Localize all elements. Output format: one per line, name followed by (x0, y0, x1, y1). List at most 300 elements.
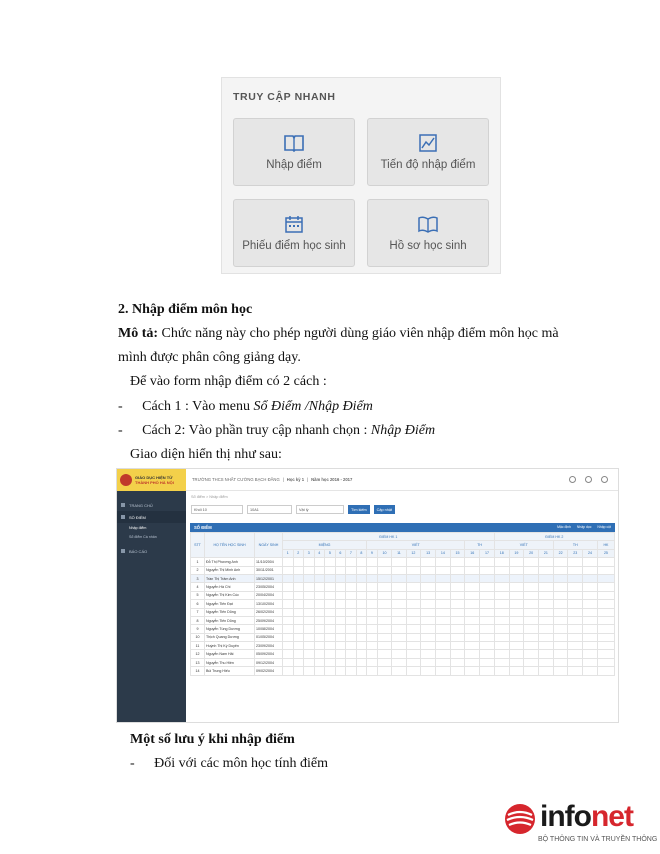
search-button[interactable]: Tìm kiếm (348, 505, 370, 514)
score-cell[interactable] (480, 574, 495, 582)
score-cell[interactable] (465, 558, 480, 566)
score-cell[interactable] (392, 591, 406, 599)
score-cell[interactable] (377, 667, 392, 675)
score-cell[interactable] (553, 600, 568, 608)
score-cell[interactable] (367, 608, 378, 616)
score-cell[interactable] (465, 650, 480, 658)
score-cell[interactable] (450, 566, 465, 574)
score-cell[interactable] (509, 608, 524, 616)
score-cell[interactable] (314, 616, 325, 624)
score-cell[interactable] (480, 650, 495, 658)
score-cell[interactable] (494, 591, 509, 599)
score-cell[interactable] (293, 616, 304, 624)
score-cell[interactable] (435, 625, 450, 633)
score-cell[interactable] (406, 633, 421, 641)
class-select[interactable]: 10A1 (247, 505, 292, 514)
score-cell[interactable] (568, 583, 583, 591)
score-cell[interactable] (450, 650, 465, 658)
score-cell[interactable] (539, 616, 554, 624)
score-cell[interactable] (293, 574, 304, 582)
update-button[interactable]: Cập nhật (374, 505, 395, 514)
score-cell[interactable] (377, 583, 392, 591)
score-cell[interactable] (421, 667, 436, 675)
score-cell[interactable] (356, 583, 367, 591)
score-cell[interactable] (583, 574, 598, 582)
score-cell[interactable] (480, 642, 495, 650)
score-cell[interactable] (377, 608, 392, 616)
score-cell[interactable] (314, 583, 325, 591)
score-cell[interactable] (509, 591, 524, 599)
score-cell[interactable] (293, 608, 304, 616)
score-cell[interactable] (325, 667, 336, 675)
score-cell[interactable] (325, 616, 336, 624)
score-cell[interactable] (524, 658, 539, 666)
score-cell[interactable] (524, 600, 539, 608)
score-cell[interactable] (597, 583, 614, 591)
score-cell[interactable] (597, 650, 614, 658)
score-cell[interactable] (356, 625, 367, 633)
score-cell[interactable] (465, 591, 480, 599)
score-cell[interactable] (480, 600, 495, 608)
score-cell[interactable] (553, 583, 568, 591)
school-year[interactable]: Năm học 2016 - 2017 (311, 477, 353, 482)
score-cell[interactable] (421, 642, 436, 650)
score-cell[interactable] (325, 658, 336, 666)
score-cell[interactable] (524, 608, 539, 616)
score-cell[interactable] (597, 625, 614, 633)
score-cell[interactable] (465, 566, 480, 574)
score-cell[interactable] (392, 642, 406, 650)
score-cell[interactable] (377, 600, 392, 608)
score-cell[interactable] (325, 642, 336, 650)
score-cell[interactable] (524, 574, 539, 582)
score-cell[interactable] (568, 608, 583, 616)
score-cell[interactable] (346, 650, 357, 658)
score-cell[interactable] (597, 608, 614, 616)
score-cell[interactable] (335, 633, 346, 641)
score-cell[interactable] (367, 583, 378, 591)
score-cell[interactable] (480, 558, 495, 566)
score-cell[interactable] (435, 650, 450, 658)
score-cell[interactable] (553, 566, 568, 574)
score-cell[interactable] (406, 583, 421, 591)
score-cell[interactable] (325, 600, 336, 608)
score-cell[interactable] (346, 608, 357, 616)
score-cell[interactable] (335, 650, 346, 658)
score-cell[interactable] (435, 558, 450, 566)
score-cell[interactable] (325, 625, 336, 633)
score-cell[interactable] (283, 650, 294, 658)
score-cell[interactable] (356, 658, 367, 666)
score-cell[interactable] (377, 566, 392, 574)
score-cell[interactable] (539, 600, 554, 608)
radio-column[interactable]: Nhập cột (597, 525, 611, 529)
score-cell[interactable] (583, 650, 598, 658)
score-cell[interactable] (356, 574, 367, 582)
score-cell[interactable] (346, 667, 357, 675)
score-cell[interactable] (465, 616, 480, 624)
score-cell[interactable] (553, 633, 568, 641)
score-cell[interactable] (293, 633, 304, 641)
score-cell[interactable] (524, 642, 539, 650)
score-cell[interactable] (346, 591, 357, 599)
score-cell[interactable] (314, 600, 325, 608)
score-cell[interactable] (568, 591, 583, 599)
score-cell[interactable] (480, 667, 495, 675)
score-cell[interactable] (356, 608, 367, 616)
score-cell[interactable] (450, 658, 465, 666)
score-cell[interactable] (335, 574, 346, 582)
score-cell[interactable] (356, 566, 367, 574)
score-cell[interactable] (283, 574, 294, 582)
score-cell[interactable] (494, 658, 509, 666)
score-cell[interactable] (346, 642, 357, 650)
score-cell[interactable] (465, 658, 480, 666)
score-cell[interactable] (367, 600, 378, 608)
score-cell[interactable] (539, 566, 554, 574)
score-cell[interactable] (283, 583, 294, 591)
score-cell[interactable] (539, 642, 554, 650)
score-cell[interactable] (450, 558, 465, 566)
score-cell[interactable] (509, 667, 524, 675)
score-cell[interactable] (480, 566, 495, 574)
score-cell[interactable] (480, 625, 495, 633)
score-cell[interactable] (314, 633, 325, 641)
score-cell[interactable] (283, 558, 294, 566)
score-cell[interactable] (494, 667, 509, 675)
score-cell[interactable] (480, 583, 495, 591)
score-cell[interactable] (421, 583, 436, 591)
sidebar-item-home[interactable] (117, 499, 186, 511)
score-cell[interactable] (304, 566, 315, 574)
score-cell[interactable] (392, 600, 406, 608)
score-cell[interactable] (293, 625, 304, 633)
score-cell[interactable] (509, 583, 524, 591)
score-cell[interactable] (335, 625, 346, 633)
score-cell[interactable] (583, 658, 598, 666)
score-cell[interactable] (597, 600, 614, 608)
score-cell[interactable] (539, 650, 554, 658)
score-cell[interactable] (509, 642, 524, 650)
score-cell[interactable] (304, 608, 315, 616)
score-cell[interactable] (335, 608, 346, 616)
score-cell[interactable] (283, 633, 294, 641)
score-cell[interactable] (356, 642, 367, 650)
score-cell[interactable] (450, 625, 465, 633)
score-cell[interactable] (406, 616, 421, 624)
score-cell[interactable] (392, 583, 406, 591)
score-cell[interactable] (392, 650, 406, 658)
score-cell[interactable] (553, 608, 568, 616)
score-cell[interactable] (406, 650, 421, 658)
score-cell[interactable] (346, 633, 357, 641)
score-cell[interactable] (568, 574, 583, 582)
score-cell[interactable] (435, 566, 450, 574)
score-cell[interactable] (435, 574, 450, 582)
score-cell[interactable] (367, 667, 378, 675)
score-cell[interactable] (293, 650, 304, 658)
score-cell[interactable] (346, 574, 357, 582)
score-cell[interactable] (494, 558, 509, 566)
score-cell[interactable] (283, 658, 294, 666)
score-cell[interactable] (406, 658, 421, 666)
score-cell[interactable] (553, 642, 568, 650)
score-cell[interactable] (283, 625, 294, 633)
score-cell[interactable] (325, 633, 336, 641)
score-cell[interactable] (494, 566, 509, 574)
score-cell[interactable] (367, 650, 378, 658)
score-cell[interactable] (553, 650, 568, 658)
sidebar-item-gradebook[interactable] (117, 511, 186, 523)
score-cell[interactable] (406, 608, 421, 616)
score-cell[interactable] (421, 558, 436, 566)
score-cell[interactable] (568, 600, 583, 608)
score-cell[interactable] (568, 650, 583, 658)
score-cell[interactable] (583, 608, 598, 616)
score-cell[interactable] (335, 558, 346, 566)
score-cell[interactable] (325, 591, 336, 599)
score-cell[interactable] (509, 625, 524, 633)
score-cell[interactable] (583, 566, 598, 574)
score-cell[interactable] (509, 558, 524, 566)
score-cell[interactable] (583, 600, 598, 608)
score-cell[interactable] (480, 608, 495, 616)
score-cell[interactable] (314, 566, 325, 574)
score-cell[interactable] (392, 625, 406, 633)
score-cell[interactable] (583, 616, 598, 624)
score-cell[interactable] (406, 574, 421, 582)
score-cell[interactable] (539, 658, 554, 666)
score-cell[interactable] (356, 633, 367, 641)
score-cell[interactable] (597, 658, 614, 666)
score-cell[interactable] (524, 616, 539, 624)
score-cell[interactable] (356, 591, 367, 599)
score-cell[interactable] (346, 566, 357, 574)
score-cell[interactable] (524, 558, 539, 566)
score-cell[interactable] (283, 667, 294, 675)
score-cell[interactable] (524, 633, 539, 641)
score-cell[interactable] (293, 600, 304, 608)
score-cell[interactable] (283, 600, 294, 608)
score-cell[interactable] (406, 600, 421, 608)
radio-vertical[interactable]: Nhập dọc (576, 525, 592, 529)
score-cell[interactable] (509, 616, 524, 624)
score-cell[interactable] (539, 625, 554, 633)
score-cell[interactable] (346, 600, 357, 608)
score-cell[interactable] (325, 574, 336, 582)
score-cell[interactable] (392, 616, 406, 624)
score-cell[interactable] (325, 608, 336, 616)
score-cell[interactable] (597, 667, 614, 675)
score-cell[interactable] (450, 591, 465, 599)
score-cell[interactable] (450, 642, 465, 650)
score-cell[interactable] (509, 600, 524, 608)
score-cell[interactable] (553, 616, 568, 624)
score-cell[interactable] (583, 583, 598, 591)
score-cell[interactable] (406, 625, 421, 633)
score-cell[interactable] (494, 650, 509, 658)
score-cell[interactable] (377, 574, 392, 582)
score-cell[interactable] (367, 658, 378, 666)
score-cell[interactable] (509, 658, 524, 666)
settings-icon[interactable] (569, 476, 576, 483)
subject-select[interactable]: Vật lý (296, 505, 344, 514)
score-cell[interactable] (421, 625, 436, 633)
score-cell[interactable] (293, 591, 304, 599)
score-cell[interactable] (367, 591, 378, 599)
score-cell[interactable] (406, 667, 421, 675)
score-cell[interactable] (304, 642, 315, 650)
score-cell[interactable] (480, 616, 495, 624)
grade-select[interactable]: Khối 10 (191, 505, 243, 514)
score-cell[interactable] (450, 667, 465, 675)
score-cell[interactable] (568, 616, 583, 624)
score-cell[interactable] (553, 658, 568, 666)
score-cell[interactable] (494, 600, 509, 608)
term[interactable]: Học kỳ 1 (286, 477, 305, 482)
score-cell[interactable] (421, 591, 436, 599)
score-cell[interactable] (450, 633, 465, 641)
score-cell[interactable] (314, 625, 325, 633)
score-cell[interactable] (539, 633, 554, 641)
score-cell[interactable] (568, 558, 583, 566)
score-cell[interactable] (314, 591, 325, 599)
radio-default[interactable]: Mặc định (557, 525, 571, 529)
score-cell[interactable] (346, 558, 357, 566)
score-cell[interactable] (304, 625, 315, 633)
score-cell[interactable] (524, 667, 539, 675)
score-cell[interactable] (465, 574, 480, 582)
score-cell[interactable] (346, 583, 357, 591)
score-cell[interactable] (509, 633, 524, 641)
score-cell[interactable] (509, 574, 524, 582)
score-cell[interactable] (304, 591, 315, 599)
score-cell[interactable] (465, 642, 480, 650)
score-cell[interactable] (325, 650, 336, 658)
score-cell[interactable] (597, 642, 614, 650)
score-cell[interactable] (356, 667, 367, 675)
score-cell[interactable] (583, 667, 598, 675)
score-cell[interactable] (421, 600, 436, 608)
score-cell[interactable] (283, 642, 294, 650)
score-cell[interactable] (509, 566, 524, 574)
score-cell[interactable] (494, 574, 509, 582)
score-cell[interactable] (494, 642, 509, 650)
score-cell[interactable] (539, 574, 554, 582)
score-cell[interactable] (597, 566, 614, 574)
score-cell[interactable] (392, 558, 406, 566)
sidebar-item-reports[interactable] (117, 545, 186, 557)
score-cell[interactable] (335, 642, 346, 650)
score-cell[interactable] (539, 591, 554, 599)
score-cell[interactable] (450, 574, 465, 582)
score-cell[interactable] (465, 600, 480, 608)
score-cell[interactable] (392, 667, 406, 675)
score-cell[interactable] (377, 650, 392, 658)
score-cell[interactable] (597, 591, 614, 599)
score-cell[interactable] (346, 625, 357, 633)
score-cell[interactable] (335, 667, 346, 675)
score-cell[interactable] (480, 591, 495, 599)
score-cell[interactable] (406, 566, 421, 574)
score-cell[interactable] (583, 625, 598, 633)
score-cell[interactable] (539, 558, 554, 566)
score-cell[interactable] (377, 633, 392, 641)
quick-access-report-card-button[interactable] (233, 199, 355, 267)
score-cell[interactable] (304, 558, 315, 566)
score-cell[interactable] (465, 625, 480, 633)
score-cell[interactable] (346, 658, 357, 666)
score-cell[interactable] (293, 558, 304, 566)
score-cell[interactable] (435, 633, 450, 641)
score-cell[interactable] (304, 583, 315, 591)
score-cell[interactable] (377, 591, 392, 599)
score-cell[interactable] (435, 600, 450, 608)
score-cell[interactable] (314, 650, 325, 658)
score-cell[interactable] (356, 650, 367, 658)
score-cell[interactable] (377, 558, 392, 566)
score-cell[interactable] (392, 566, 406, 574)
score-cell[interactable] (553, 591, 568, 599)
score-cell[interactable] (314, 558, 325, 566)
score-cell[interactable] (568, 625, 583, 633)
score-cell[interactable] (293, 667, 304, 675)
score-cell[interactable] (450, 600, 465, 608)
score-cell[interactable] (465, 633, 480, 641)
score-cell[interactable] (494, 633, 509, 641)
score-cell[interactable] (356, 558, 367, 566)
user-icon[interactable] (601, 476, 608, 483)
score-cell[interactable] (465, 583, 480, 591)
score-cell[interactable] (293, 566, 304, 574)
score-cell[interactable] (435, 658, 450, 666)
score-cell[interactable] (450, 616, 465, 624)
score-cell[interactable] (304, 616, 315, 624)
score-cell[interactable] (406, 558, 421, 566)
score-cell[interactable] (304, 667, 315, 675)
score-cell[interactable] (480, 633, 495, 641)
score-cell[interactable] (597, 558, 614, 566)
score-cell[interactable] (553, 558, 568, 566)
score-cell[interactable] (465, 608, 480, 616)
score-cell[interactable] (539, 608, 554, 616)
score-cell[interactable] (392, 658, 406, 666)
score-cell[interactable] (435, 583, 450, 591)
score-cell[interactable] (435, 667, 450, 675)
score-cell[interactable] (367, 558, 378, 566)
score-cell[interactable] (325, 583, 336, 591)
score-cell[interactable] (583, 633, 598, 641)
score-cell[interactable] (392, 608, 406, 616)
score-cell[interactable] (421, 566, 436, 574)
score-cell[interactable] (367, 566, 378, 574)
score-cell[interactable] (304, 600, 315, 608)
score-cell[interactable] (304, 633, 315, 641)
score-cell[interactable] (325, 558, 336, 566)
score-cell[interactable] (283, 566, 294, 574)
help-icon[interactable] (585, 476, 592, 483)
score-cell[interactable] (335, 591, 346, 599)
quick-access-progress-button[interactable] (367, 118, 489, 186)
score-cell[interactable] (314, 608, 325, 616)
score-cell[interactable] (494, 608, 509, 616)
score-cell[interactable] (392, 574, 406, 582)
score-cell[interactable] (335, 616, 346, 624)
score-cell[interactable] (450, 608, 465, 616)
score-cell[interactable] (335, 583, 346, 591)
score-cell[interactable] (377, 616, 392, 624)
score-cell[interactable] (553, 625, 568, 633)
